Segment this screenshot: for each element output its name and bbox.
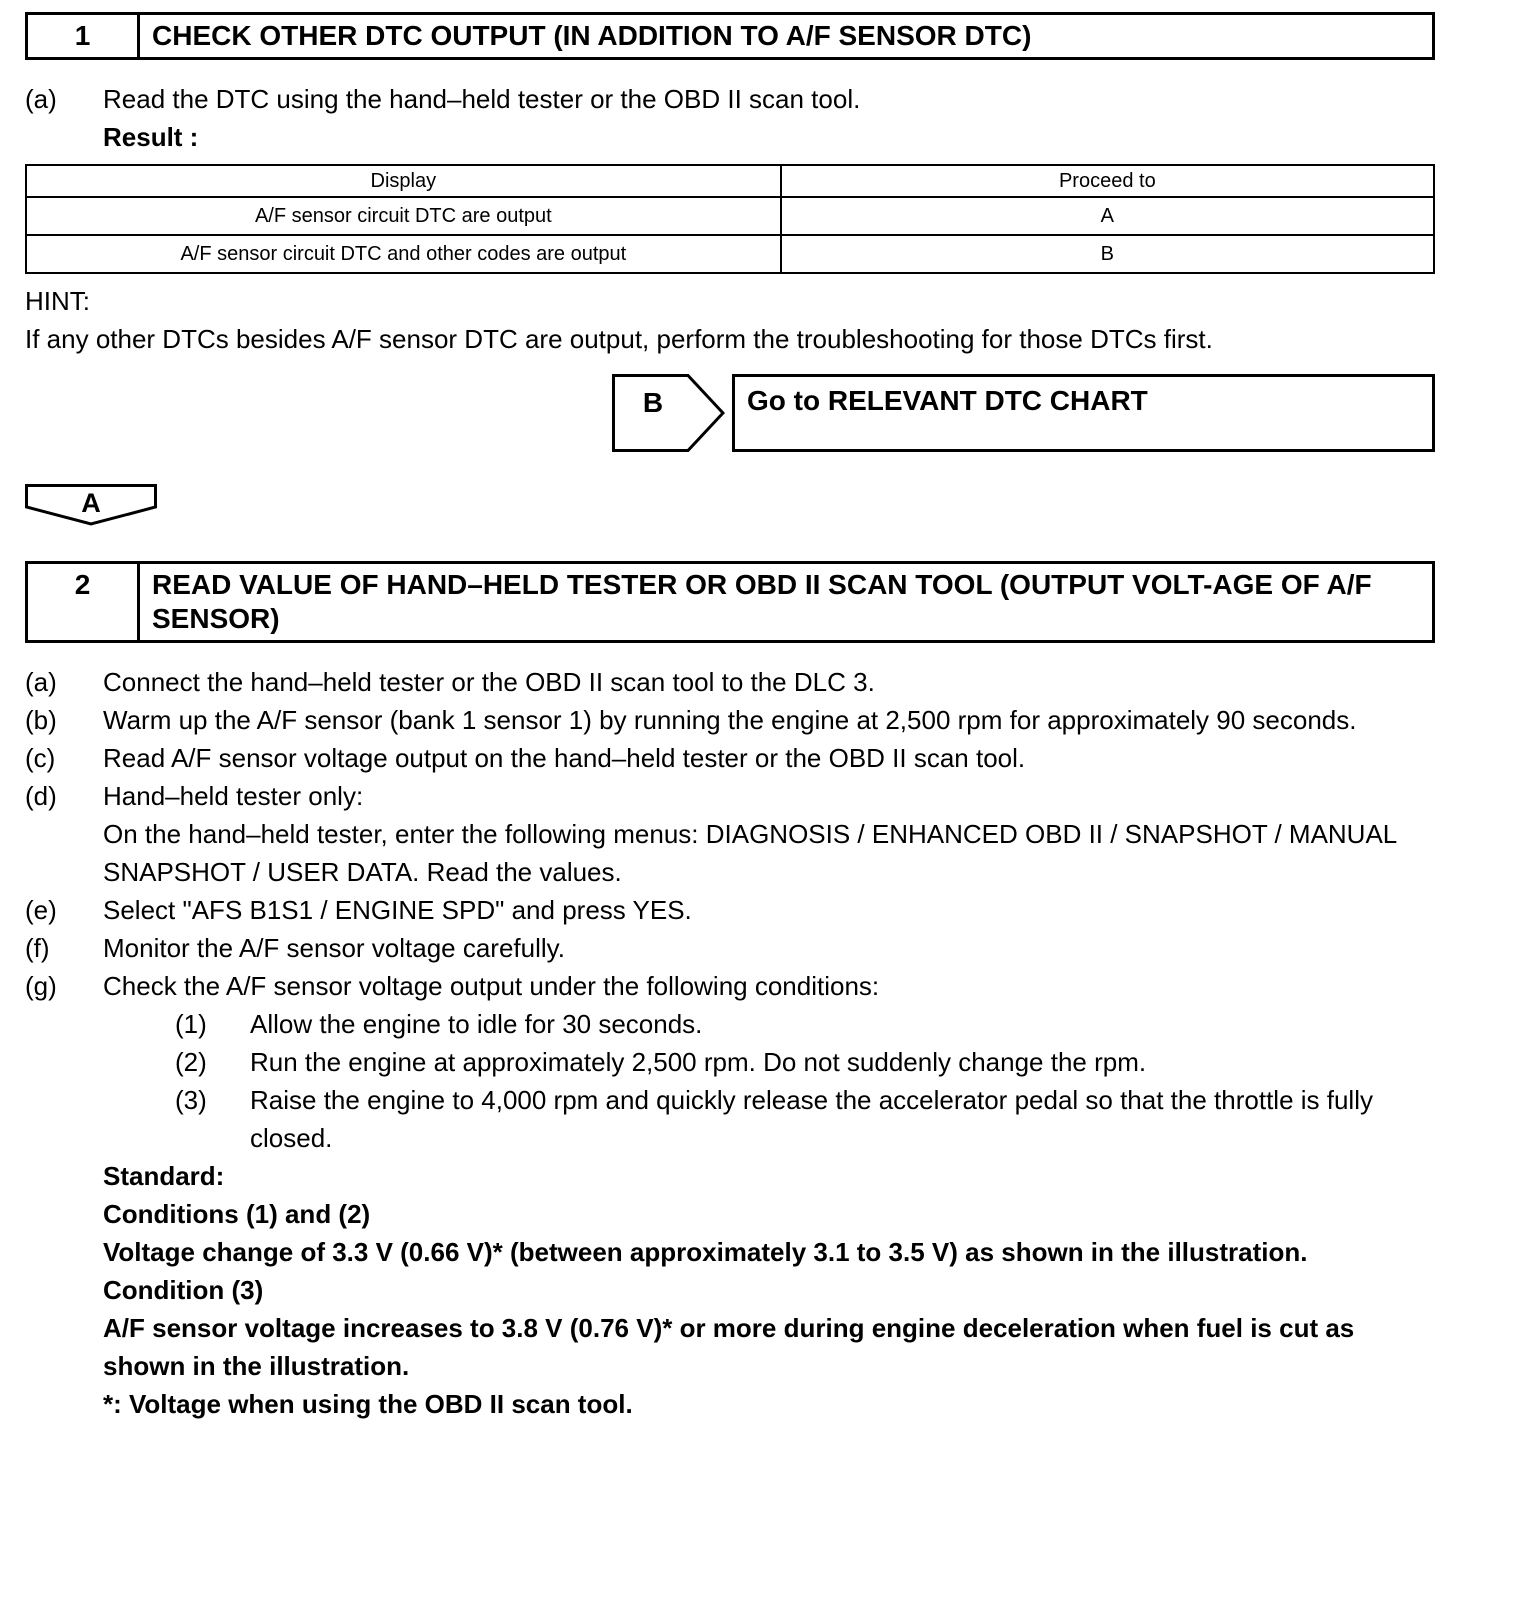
result-label: Result :: [103, 122, 199, 152]
item-label: (f): [25, 933, 50, 963]
step2-subitem-2: [175, 1043, 1435, 1081]
step2-title: READ VALUE OF HAND–HELD TESTER OR OBD II SCAN TOOL (OUTPUT VOLT-AGE OF A/F SENSOR): [152, 569, 1372, 634]
item-text-line1: Hand–held tester only:: [103, 781, 364, 811]
subitem-label: (1): [175, 1009, 207, 1039]
step1-items: [25, 80, 1435, 156]
item-text-line2: On the hand–held tester, enter the following menus: DIAGNOSIS / ENHANCED OBD II / SNAPSHOT / MANUAL SNAPSHOT / USER DATA. Read the values.: [103, 819, 1397, 887]
item-text: Connect the hand–held tester or the OBD II scan tool to the DLC 3.: [103, 667, 875, 697]
step2-item-c: [25, 739, 1435, 777]
item-text: Warm up the A/F sensor (bank 1 sensor 1) by running the engine at 2,500 rpm for approximately 90 seconds.: [103, 705, 1357, 735]
step1-title: CHECK OTHER DTC OUTPUT (IN ADDITION TO A/F SENSOR DTC): [152, 20, 1032, 51]
step1-header: [25, 12, 1435, 60]
connector-a-shape-icon: [25, 484, 157, 526]
standard-block: [103, 1157, 1435, 1423]
item-text: [103, 777, 1435, 891]
obd-voltage-footnote: *: Voltage when using the OBD II scan tool.: [103, 1389, 633, 1419]
subitem-text: Allow the engine to idle for 30 seconds.: [250, 1009, 703, 1039]
connector-a: [25, 484, 1435, 533]
result-table: [25, 164, 1435, 274]
branch-b-arrow-icon: [612, 374, 725, 452]
step2-item-e: [25, 891, 1435, 929]
step2-item-b: [25, 701, 1435, 739]
item-label: (a): [25, 667, 57, 697]
step2-item-f: [25, 929, 1435, 967]
branch-b-label: B: [642, 387, 664, 418]
subitem-label: (3): [175, 1085, 207, 1115]
item-text: Read the DTC using the hand–held tester or the OBD II scan tool.: [103, 84, 861, 114]
item-text: Monitor the A/F sensor voltage carefully.: [103, 933, 565, 963]
item-text: Check the A/F sensor voltage output under the following conditions:: [103, 971, 880, 1001]
step2-item-a: [25, 663, 1435, 701]
item-text: Read A/F sensor voltage output on the hand–held tester or the OBD II scan tool.: [103, 743, 1026, 773]
result-label-row: [25, 118, 1435, 156]
condition-3-spec: A/F sensor voltage increases to 3.8 V (0.76 V)* or more during engine deceleration when fuel is cut as shown in the illustration.: [103, 1313, 1355, 1381]
item-label: (c): [25, 743, 56, 773]
step1-item-a: [25, 80, 1435, 118]
step2-item-d: [25, 777, 1435, 891]
step1-number: 1: [28, 15, 140, 57]
subitem-label: (2): [175, 1047, 207, 1077]
conditions-1-2-heading: Conditions (1) and (2): [103, 1199, 371, 1229]
standard-heading: Standard:: [103, 1161, 225, 1191]
item-label: (a): [25, 84, 57, 114]
condition-3-heading: Condition (3): [103, 1275, 264, 1305]
step2-number: 2: [28, 564, 140, 640]
conditions-1-2-spec: Voltage change of 3.3 V (0.66 V)* (between approximately 3.1 to 3.5 V) as shown in the illustration.: [103, 1237, 1308, 1267]
subitem-text: Run the engine at approximately 2,500 rpm. Do not suddenly change the rpm.: [250, 1047, 1147, 1077]
branch-b: [612, 374, 1435, 452]
step2-subitem-1: [175, 1005, 1435, 1043]
item-label: (g): [25, 971, 57, 1001]
table-header-row: [26, 165, 1434, 197]
column-header-proceed-to: Proceed to: [781, 165, 1434, 197]
hint-text: If any other DTCs besides A/F sensor DTC are output, perform the troubleshooting for those DTCs first.: [25, 324, 1213, 354]
subitem-text: Raise the engine to 4,000 rpm and quickly release the accelerator pedal so that the throttle is fully closed.: [250, 1085, 1373, 1153]
item-label: (e): [25, 895, 57, 925]
cell-display: A/F sensor circuit DTC are output: [26, 197, 781, 235]
table-row: [26, 235, 1434, 273]
item-label: (d): [25, 781, 57, 811]
item-label: (b): [25, 705, 57, 735]
step2-subitem-3: [175, 1081, 1435, 1157]
hint-label: HINT:: [25, 286, 90, 316]
cell-display: A/F sensor circuit DTC and other codes are output: [26, 235, 781, 273]
item-text: Select "AFS B1S1 / ENGINE SPD" and press YES.: [103, 895, 692, 925]
connector-a-label: A: [81, 488, 101, 518]
branch-b-pentagon: [614, 376, 724, 451]
cell-proceed: B: [781, 235, 1434, 273]
table-row: [26, 197, 1434, 235]
step2-items: [25, 663, 1435, 1423]
step2-header: [25, 561, 1435, 643]
branch-b-action-box: Go to RELEVANT DTC CHART: [732, 374, 1435, 452]
cell-proceed: A: [781, 197, 1434, 235]
step2-item-g: [25, 967, 1435, 1005]
column-header-display: Display: [26, 165, 781, 197]
